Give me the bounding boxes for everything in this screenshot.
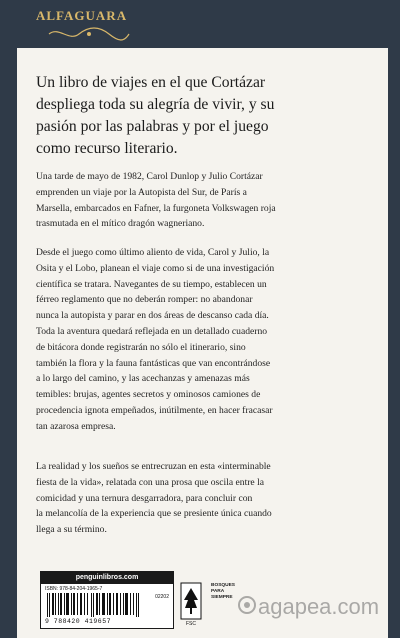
barcode-number: 9 788420 419657: [45, 618, 112, 625]
publisher-logo: ALFAGUARA: [36, 8, 128, 23]
barcode-icon: [47, 593, 143, 617]
isbn-label: ISBN: 978-84-204-1965-7: [45, 586, 103, 592]
synopsis-paragraph-1: Una tarde de mayo de 1982, Carol Dunlop y Julio Cortázar emprenden un viaje por la Autopista del Sur, de París a Marsella, embarcados en Fafner, la furgoneta Volkswagen roja trasmutada en el mítico dragón wagneriano.: [36, 171, 276, 230]
watermark-logo-icon: [238, 596, 256, 614]
fsc-label: FSC: [186, 621, 196, 627]
synopsis-paragraph-2: Desde el juego como último aliento de vida, Carol y Julio, la Osita y el Lobo, planean el viaje como si de una investigación científica se tratara. Navegantes de su tiempo, establecen un férreo reglamento que no deberán romper: no abandonar nunca la autopista y parar en dos áreas de descanso cada día. Toda la aventura quedará reflejada en un detallado cuaderno de bitácora donde registrarán no sólo el itinerario, sino también la flora y la fauna fantásticas que van encontrándose a lo largo del camino, y las acechanzas y amenazas más temibles: brujas, agentes secretos y ominosos camiones de procedencia ignota empeñados, inútilmente, en hacer fracasar tan azarosa empresa.: [36, 247, 275, 432]
synopsis-paragraph-3: La realidad y los sueños se entrecruzan en esta «interminable fiesta de la vida», relatada con una prosa que oscila entre la comicidad y una ternura desgarradora, para concluir con la melancolía de la experiencia que se presiente única cuando llega a su término.: [36, 461, 272, 536]
barcode-block: [40, 571, 174, 629]
publisher-url: penguinlibros.com: [41, 572, 173, 584]
product-code: 02202: [155, 594, 169, 600]
logo-ornament-icon: [44, 26, 134, 42]
watermark: agapea.com: [258, 594, 380, 619]
fsc-tree-icon: [180, 582, 202, 622]
bosques-para-siempre-label: BOSQUES PARA SIEMPRE: [211, 583, 235, 600]
headline: Un libro de viajes en el que Cortázar despliega toda su alegría de vivir, y su pasión por las palabras y por el juego como recurso literario.: [36, 74, 275, 157]
